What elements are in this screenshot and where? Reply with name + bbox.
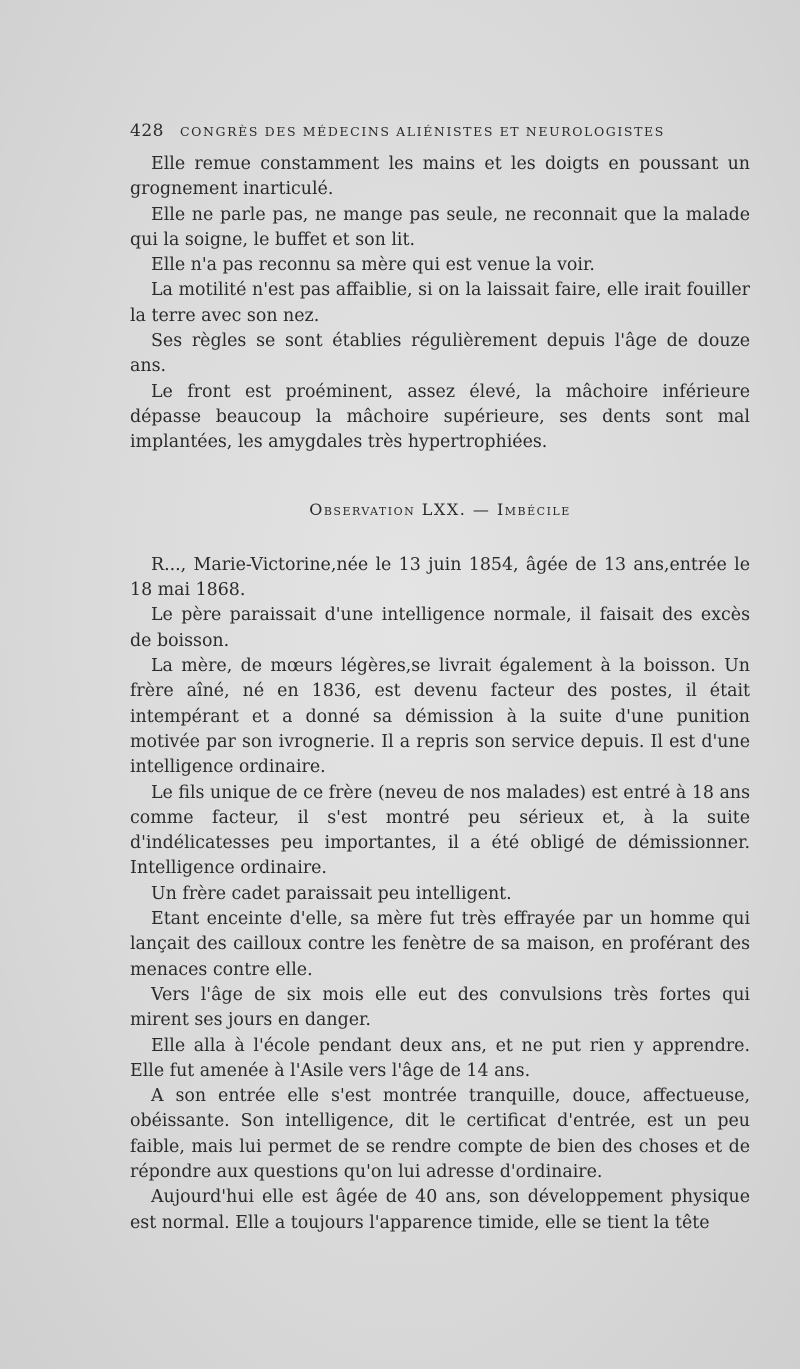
paragraph: La motilité n'est pas affaiblie, si on la laissait faire, elle irait fouiller la terre avec son nez.	[130, 280, 750, 326]
paragraph: Elle n'a pas reconnu sa mère qui est venue la voir.	[151, 255, 595, 276]
paragraph: Etant enceinte d'elle, sa mère fut très effrayée par un homme qui lançait des cailloux contre les fenètre de sa maison, en proférant des menaces contre elle.	[130, 909, 750, 980]
paragraph: Elle alla à l'école pendant deux ans, et ne put rien y apprendre. Elle fut amenée à l'Asile vers l'âge de 14 ans.	[130, 1035, 750, 1081]
paragraph: Le fils unique de ce frère (neveu de nos malades) est entré à 18 ans comme facteur, il s'est montré peu sérieux et, à la suite d'indélicatesses peu importantes, il a été obligé de démissionner. Intelligence ordinaire.	[130, 782, 750, 879]
paragraph: R..., Marie-Victorine,née le 13 juin 1854, âgée de 13 ans,entrée le 18 mai 1868.	[130, 554, 750, 601]
paragraph: Elle ne parle pas, ne mange pas seule, ne reconnait que la malade qui la soigne, le buffet et son lit.	[130, 204, 750, 250]
paragraph: Le père paraissait d'une intelligence normale, il faisait des excès de boisson.	[130, 605, 750, 651]
paragraph: Aujourd'hui elle est âgée de 40 ans, son développement physique est normal. Elle a toujours l'apparence timide, elle se tient la tête	[130, 1187, 750, 1233]
paragraph: Le front est proéminent, assez élevé, la mâchoire inférieure dépasse beaucoup la mâchoire supérieure, ses dents sont mal implantées, les amygdales très hypertrophiées.	[130, 381, 750, 453]
paragraph: Un frère cadet paraissait peu intelligent.	[151, 883, 512, 904]
observation-title: Observation LXX. — Imbécile	[309, 499, 571, 519]
paragraph: Vers l'âge de six mois elle eut des convulsions très fortes qui mirent ses jours en danger.	[130, 984, 750, 1031]
paragraph: Ses règles se sont établies régulièrement depuis l'âge de douze ans.	[130, 331, 750, 377]
body-text	[130, 152, 750, 1236]
page-header	[130, 121, 750, 141]
page-number: 428	[130, 121, 164, 141]
paragraph: A son entrée elle s'est montrée tranquille, douce, affectueuse, obéissante. Son intelligence, dit le certificat d'entrée, est un peu faible, mais lui permet de se rendre compte de bien des choses et de répondre aux questions qu'on lui adresse d'ordinaire.	[130, 1086, 750, 1182]
paragraph: La mère, de mœurs légères,se livrait également à la boisson. Un frère aîné, né en 1836, est devenu facteur des postes, il était intempérant et a donné sa démission à la suite d'une punition motivée par son ivrognerie. Il a repris son service depuis. Il est d'une intelligence ordinaire.	[130, 656, 750, 778]
running-head: CONGRÈS DES MÉDECINS ALIÉNISTES ET NEUROLOGISTES	[180, 124, 665, 139]
paragraph: Elle remue constamment les mains et les doigts en poussant un grognement inarticulé.	[130, 154, 750, 200]
